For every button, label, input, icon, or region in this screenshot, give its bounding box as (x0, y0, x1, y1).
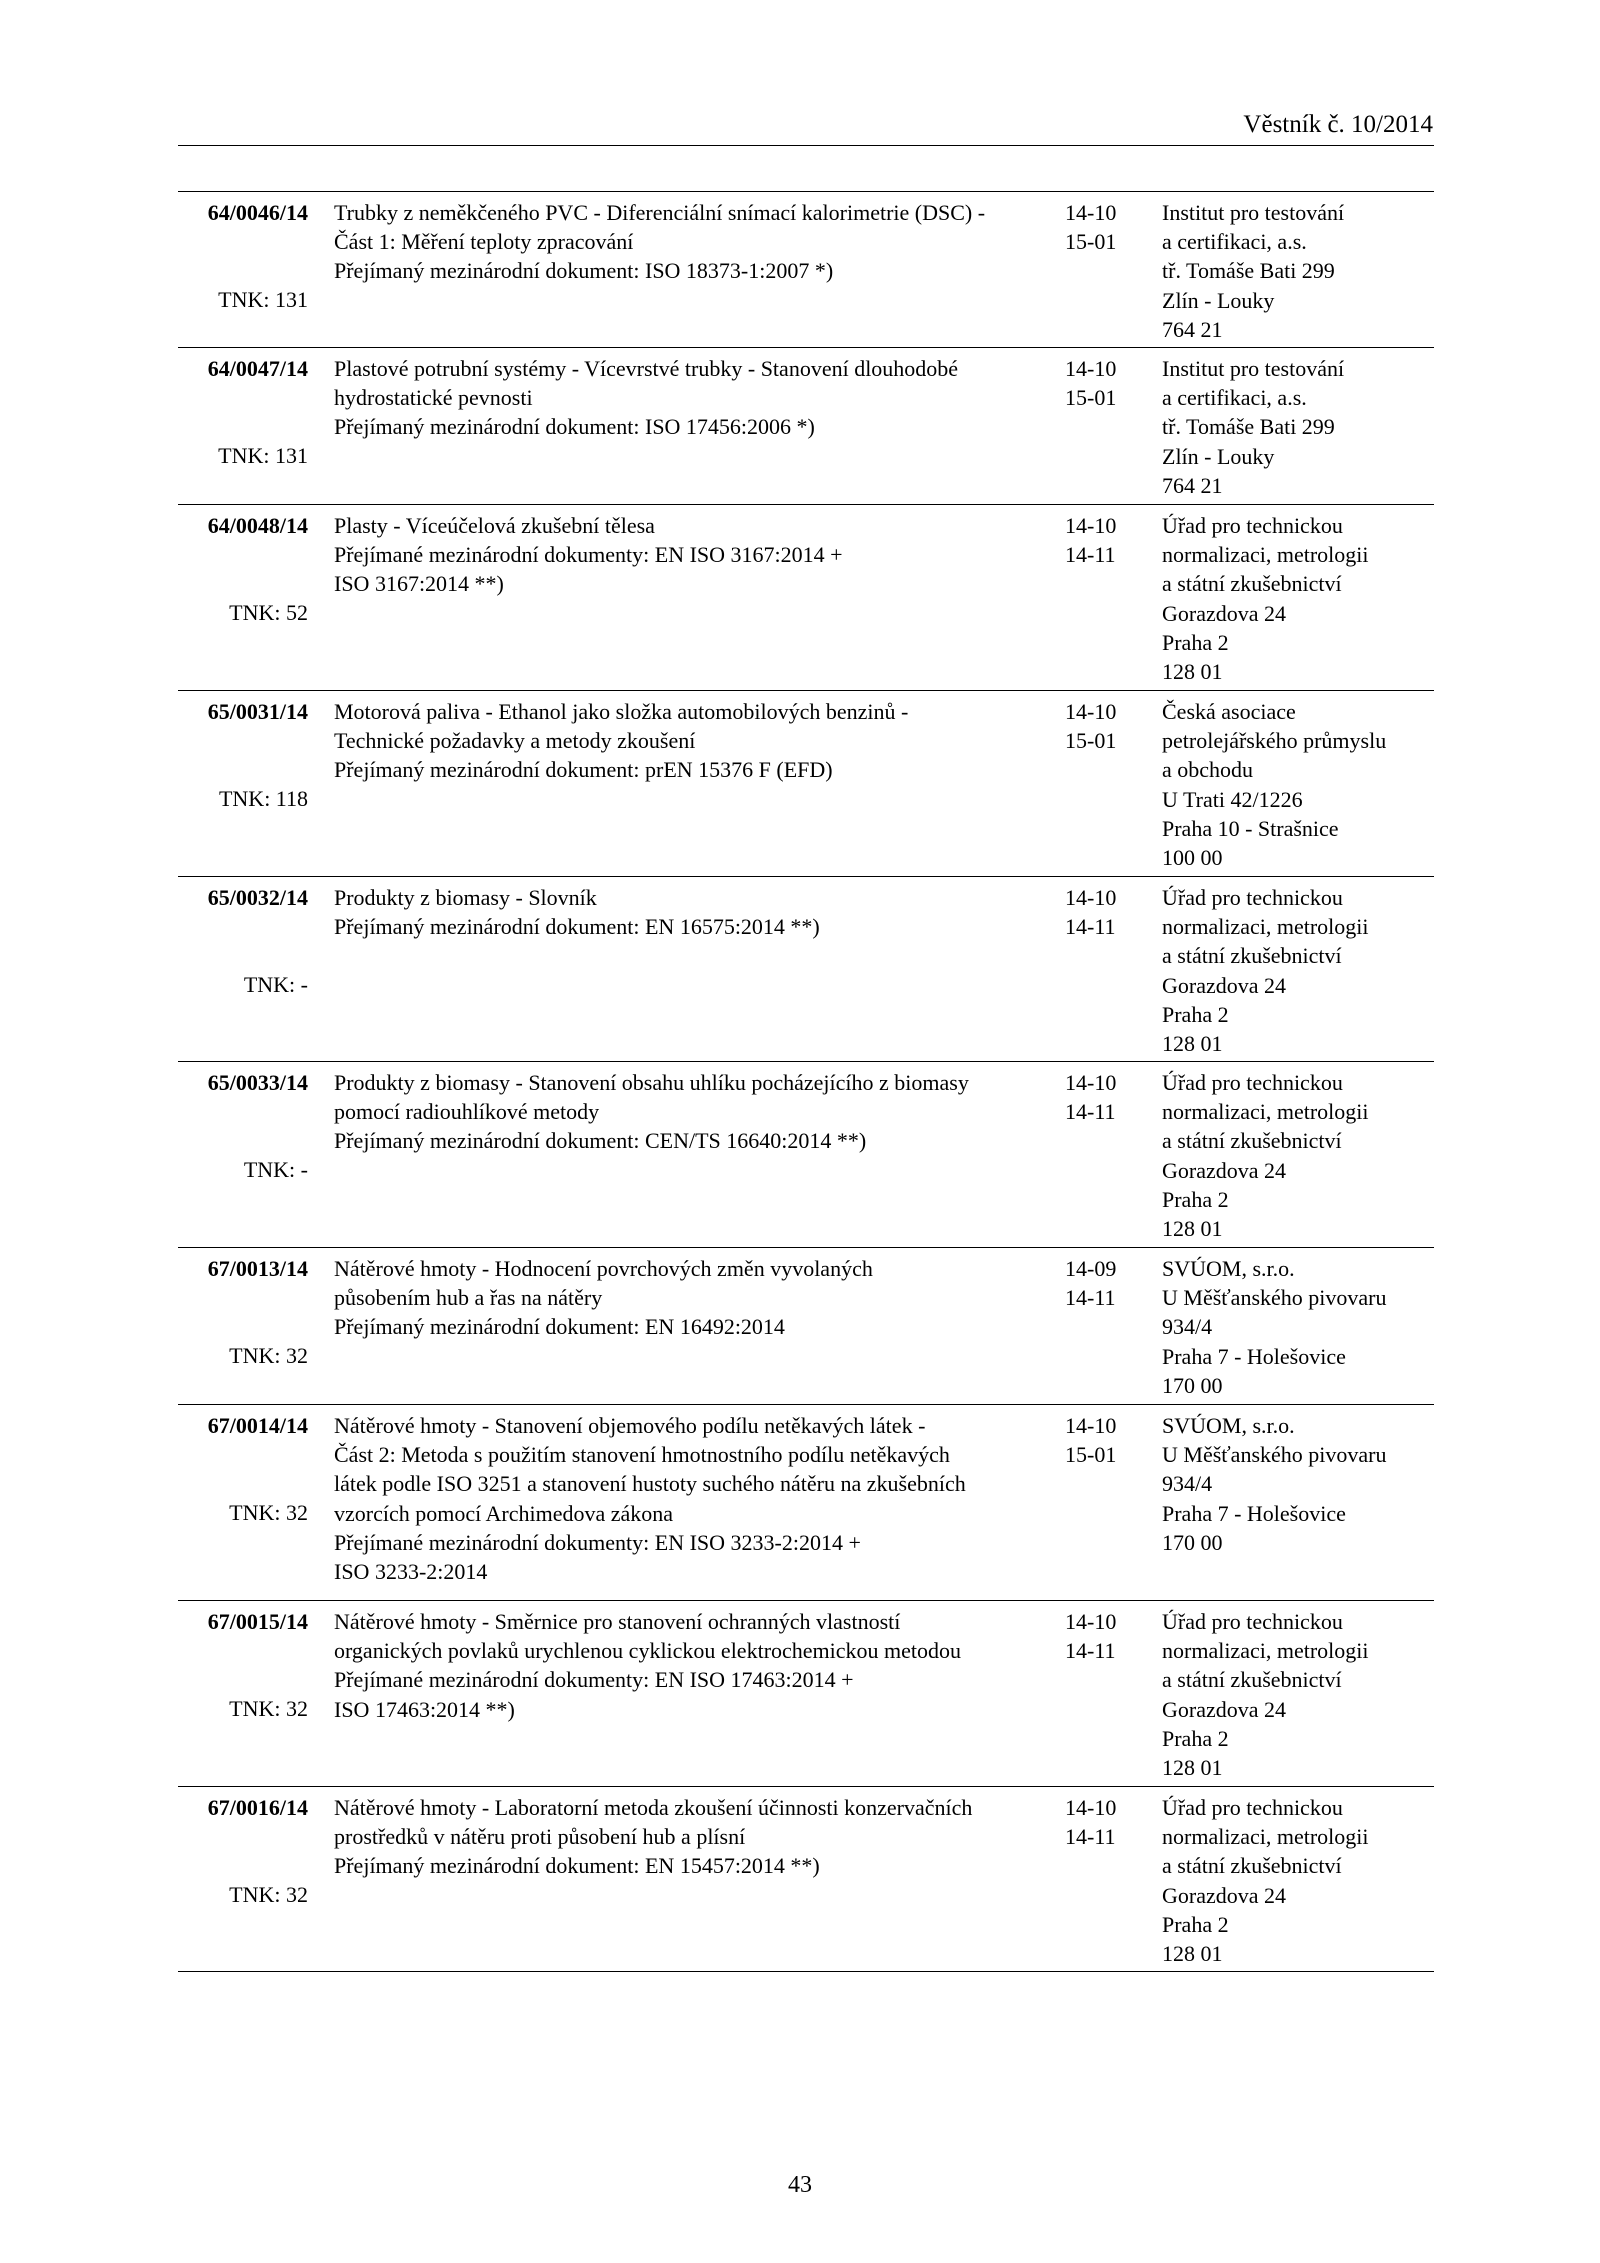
standard-title-line: organických povlaků urychlenou cyklickou elektrochemickou metodou (334, 1638, 962, 1664)
date-value: 14-11 (1065, 1824, 1116, 1850)
standard-title-line: Přejímaný mezinárodní dokument: prEN 15376 F (EFD) (334, 757, 833, 783)
organization-cell (1162, 1254, 1434, 1400)
organization-line: 128 01 (1162, 1941, 1223, 1967)
date-value: 14-09 (1065, 1256, 1117, 1281)
organization-line: 170 00 (1162, 1529, 1223, 1555)
date-value: 14-11 (1065, 1285, 1116, 1311)
organization-line: Úřad pro technickou (1162, 1795, 1343, 1820)
organization-line: 128 01 (1162, 1031, 1223, 1057)
date-value: 14-10 (1065, 885, 1117, 910)
standard-title-line: Přejímané mezinárodní dokumenty: EN ISO 17463:2014 + (334, 1667, 854, 1693)
standard-title-line: hydrostatické pevnosti (334, 385, 533, 411)
organization-line: 934/4 (1162, 1471, 1213, 1497)
organization-line: Gorazdova 24 (1162, 1882, 1287, 1908)
standard-code: 67/0015/14 (207, 1609, 308, 1634)
standard-code-cell (178, 697, 308, 813)
organization-line: 128 01 (1162, 1216, 1223, 1242)
standard-title-line: ISO 3167:2014 **) (334, 571, 504, 597)
organization-line: 128 01 (1162, 1755, 1223, 1781)
date-value: 14-11 (1065, 1099, 1116, 1125)
tnk-number: TNK: 32 (229, 1500, 308, 1526)
standard-title-line: Přejímaný mezinárodní dokument: ISO 18373-1:2007 *) (334, 258, 834, 284)
tnk-number: TNK: 32 (229, 1882, 308, 1908)
page-number: 43 (788, 2172, 812, 2198)
table-row (178, 1405, 1434, 1601)
date-value: 15-01 (1065, 385, 1117, 411)
dates-cell (1065, 697, 1135, 755)
table-row (178, 348, 1434, 505)
dates-cell (1065, 354, 1135, 412)
standard-title-line: Přejímaný mezinárodní dokument: ISO 17456:2006 *) (334, 414, 815, 440)
standard-title-line: Nátěrové hmoty - Stanovení objemového podílu netěkavých látek - (334, 1413, 926, 1438)
standard-title-cell (334, 354, 1054, 442)
organization-line: a státní zkušebnictví (1162, 1667, 1342, 1693)
organization-line: normalizaci, metrologii (1162, 1824, 1369, 1850)
organization-cell (1162, 697, 1434, 872)
organization-cell (1162, 354, 1434, 500)
organization-line: a státní zkušebnictví (1162, 1128, 1342, 1154)
organization-line: Praha 7 - Holešovice (1162, 1343, 1346, 1369)
table-row (178, 877, 1434, 1062)
header-divider (178, 145, 1434, 146)
standard-title-line: Motorová paliva - Ethanol jako složka automobilových benzinů - (334, 699, 909, 724)
organization-line: Praha 7 - Holešovice (1162, 1500, 1346, 1526)
bulletin-title: Věstník č. 10/2014 (1243, 111, 1433, 138)
dates-cell (1065, 511, 1135, 569)
tnk-number: TNK: - (243, 972, 308, 998)
standard-title-cell (334, 1068, 1054, 1156)
organization-line: normalizaci, metrologii (1162, 1099, 1369, 1125)
organization-cell (1162, 1607, 1434, 1782)
organization-line: petrolejářského průmyslu (1162, 728, 1387, 754)
organization-cell (1162, 1068, 1434, 1243)
organization-line: tř. Tomáše Bati 299 (1162, 414, 1335, 440)
standard-title-line: Produkty z biomasy - Slovník (334, 885, 597, 910)
standard-code: 67/0014/14 (207, 1413, 308, 1438)
tnk-number: TNK: 52 (229, 600, 308, 626)
organization-line: Praha 2 (1162, 1725, 1229, 1751)
date-value: 14-10 (1065, 200, 1117, 225)
standard-title-line: Část 1: Měření teploty zpracování (334, 229, 634, 255)
standard-code: 65/0031/14 (207, 699, 308, 724)
date-value: 14-10 (1065, 1795, 1117, 1820)
organization-line: a státní zkušebnictví (1162, 943, 1342, 969)
organization-line: normalizaci, metrologii (1162, 914, 1369, 940)
organization-line: SVÚOM, s.r.o. (1162, 1256, 1295, 1281)
standard-title-cell (334, 697, 1054, 785)
standards-table (178, 191, 1434, 1972)
tnk-number: TNK: - (243, 1157, 308, 1183)
date-value: 14-10 (1065, 1413, 1117, 1438)
dates-cell (1065, 1068, 1135, 1126)
standard-title-line: ISO 3233-2:2014 (334, 1559, 488, 1585)
tnk-number: TNK: 32 (229, 1696, 308, 1722)
table-row (178, 1787, 1434, 1972)
standard-code-cell (178, 198, 308, 314)
organization-cell (1162, 883, 1434, 1058)
organization-line: Úřad pro technickou (1162, 1609, 1343, 1634)
organization-line: a certifikaci, a.s. (1162, 229, 1307, 255)
organization-line: U Měšťanského pivovaru (1162, 1285, 1387, 1311)
organization-line: 764 21 (1162, 472, 1223, 498)
standard-title-line: Přejímaný mezinárodní dokument: EN 16575:2014 **) (334, 914, 820, 940)
organization-cell (1162, 1793, 1434, 1968)
standard-title-line: Nátěrové hmoty - Směrnice pro stanovení ochranných vlastností (334, 1609, 901, 1634)
standard-title-cell (334, 1607, 1054, 1724)
organization-line: normalizaci, metrologii (1162, 1638, 1369, 1664)
organization-line: U Měšťanského pivovaru (1162, 1442, 1387, 1468)
standard-code-cell (178, 1793, 308, 1909)
standard-title-line: Přejímaný mezinárodní dokument: EN 16492:2014 (334, 1314, 785, 1340)
date-value: 15-01 (1065, 229, 1117, 255)
table-row (178, 1062, 1434, 1248)
tnk-number: TNK: 118 (218, 786, 308, 812)
organization-line: Gorazdova 24 (1162, 1157, 1287, 1183)
dates-cell (1065, 1793, 1135, 1851)
standard-title-line: Přejímané mezinárodní dokumenty: EN ISO 3233-2:2014 + (334, 1529, 861, 1555)
organization-line: Gorazdova 24 (1162, 600, 1287, 626)
organization-line: a státní zkušebnictví (1162, 1853, 1342, 1879)
standard-title-cell (334, 511, 1054, 599)
date-value: 14-11 (1065, 1638, 1116, 1664)
organization-line: Úřad pro technickou (1162, 885, 1343, 910)
standard-code: 64/0046/14 (207, 200, 308, 225)
organization-line: Institut pro testování (1162, 356, 1345, 381)
standard-code-cell (178, 354, 308, 470)
date-value: 14-10 (1065, 699, 1117, 724)
standard-title-line: ISO 17463:2014 **) (334, 1696, 515, 1722)
dates-cell (1065, 883, 1135, 941)
standard-title-cell (334, 1793, 1054, 1881)
organization-line: 128 01 (1162, 659, 1223, 685)
standard-title-line: vzorcích pomocí Archimedova zákona (334, 1500, 674, 1526)
standard-title-line: Nátěrové hmoty - Hodnocení povrchových změn vyvolaných (334, 1256, 873, 1281)
organization-line: Praha 10 - Strašnice (1162, 815, 1339, 841)
organization-line: Úřad pro technickou (1162, 1070, 1343, 1095)
organization-line: Úřad pro technickou (1162, 513, 1343, 538)
standard-title-line: Nátěrové hmoty - Laboratorní metoda zkoušení účinnosti konzervačních (334, 1795, 973, 1820)
standard-title-cell (334, 883, 1054, 941)
standard-code: 67/0016/14 (207, 1795, 308, 1820)
standard-title-cell (334, 1411, 1054, 1586)
organization-cell (1162, 1411, 1434, 1557)
standard-code: 64/0048/14 (207, 513, 308, 538)
organization-line: normalizaci, metrologii (1162, 542, 1369, 568)
organization-line: Praha 2 (1162, 629, 1229, 655)
organization-line: Praha 2 (1162, 1186, 1229, 1212)
organization-line: SVÚOM, s.r.o. (1162, 1413, 1295, 1438)
organization-line: Česká asociace (1162, 699, 1296, 724)
standard-title-line: Plasty - Víceúčelová zkušební tělesa (334, 513, 655, 538)
date-value: 14-10 (1065, 1609, 1117, 1634)
tnk-number: TNK: 131 (218, 287, 308, 313)
organization-line: Praha 2 (1162, 1911, 1229, 1937)
table-row (178, 691, 1434, 877)
date-value: 15-01 (1065, 728, 1117, 754)
table-row (178, 192, 1434, 348)
standard-code-cell (178, 883, 308, 999)
standard-title-line: Přejímaný mezinárodní dokument: CEN/TS 16640:2014 **) (334, 1128, 867, 1154)
organization-line: 100 00 (1162, 845, 1223, 871)
table-row (178, 1248, 1434, 1405)
organization-line: 764 21 (1162, 316, 1223, 342)
organization-cell (1162, 198, 1434, 344)
dates-cell (1065, 1411, 1135, 1469)
date-value: 14-11 (1065, 542, 1116, 568)
standard-title-line: Část 2: Metoda s použitím stanovení hmotnostního podílu netěkavých (334, 1442, 950, 1468)
tnk-number: TNK: 32 (229, 1343, 308, 1369)
standard-title-line: Přejímaný mezinárodní dokument: EN 15457:2014 **) (334, 1853, 820, 1879)
standard-code-cell (178, 1068, 308, 1184)
standard-code-cell (178, 1254, 308, 1370)
standard-code-cell (178, 1607, 308, 1723)
dates-cell (1065, 198, 1135, 256)
date-value: 14-11 (1065, 914, 1116, 940)
table-row (178, 1601, 1434, 1787)
standard-title-line: Technické požadavky a metody zkoušení (334, 728, 696, 754)
standard-title-cell (334, 1254, 1054, 1342)
organization-line: Zlín - Louky (1162, 287, 1275, 313)
table-row (178, 505, 1434, 691)
organization-line: a obchodu (1162, 757, 1254, 783)
organization-cell (1162, 511, 1434, 686)
organization-line: Zlín - Louky (1162, 443, 1275, 469)
date-value: 14-10 (1065, 513, 1117, 538)
standard-title-line: Plastové potrubní systémy - Vícevrstvé trubky - Stanovení dlouhodobé (334, 356, 959, 381)
standard-title-line: pomocí radiouhlíkové metody (334, 1099, 600, 1125)
date-value: 14-10 (1065, 1070, 1117, 1095)
standard-title-line: Přejímané mezinárodní dokumenty: EN ISO 3167:2014 + (334, 542, 843, 568)
standard-code: 64/0047/14 (207, 356, 308, 381)
organization-line: Institut pro testování (1162, 200, 1345, 225)
organization-line: Praha 2 (1162, 1001, 1229, 1027)
standard-code: 67/0013/14 (207, 1256, 308, 1281)
tnk-number: TNK: 131 (218, 443, 308, 469)
date-value: 15-01 (1065, 1442, 1117, 1468)
dates-cell (1065, 1254, 1135, 1312)
standard-title-line: Produkty z biomasy - Stanovení obsahu uhlíku pocházejícího z biomasy (334, 1070, 969, 1095)
standard-code: 65/0033/14 (207, 1070, 308, 1095)
standard-code-cell (178, 511, 308, 627)
standard-title-line: látek podle ISO 3251 a stanovení hustoty suchého nátěru na zkušebních (334, 1471, 966, 1497)
organization-line: 934/4 (1162, 1314, 1213, 1340)
date-value: 14-10 (1065, 356, 1117, 381)
standard-title-line: působením hub a řas na nátěry (334, 1285, 603, 1311)
organization-line: Gorazdova 24 (1162, 1696, 1287, 1722)
standard-code-cell (178, 1411, 308, 1527)
organization-line: a státní zkušebnictví (1162, 571, 1342, 597)
standard-title-cell (334, 198, 1054, 286)
standard-title-line: prostředků v nátěru proti působení hub a plísní (334, 1824, 746, 1850)
standard-code: 65/0032/14 (207, 885, 308, 910)
dates-cell (1065, 1607, 1135, 1665)
organization-line: a certifikaci, a.s. (1162, 385, 1307, 411)
standard-title-line: Trubky z neměkčeného PVC - Diferenciální snímací kalorimetrie (DSC) - (334, 200, 986, 225)
organization-line: U Trati 42/1226 (1162, 786, 1303, 812)
organization-line: tř. Tomáše Bati 299 (1162, 258, 1335, 284)
organization-line: Gorazdova 24 (1162, 972, 1287, 998)
organization-line: 170 00 (1162, 1372, 1223, 1398)
